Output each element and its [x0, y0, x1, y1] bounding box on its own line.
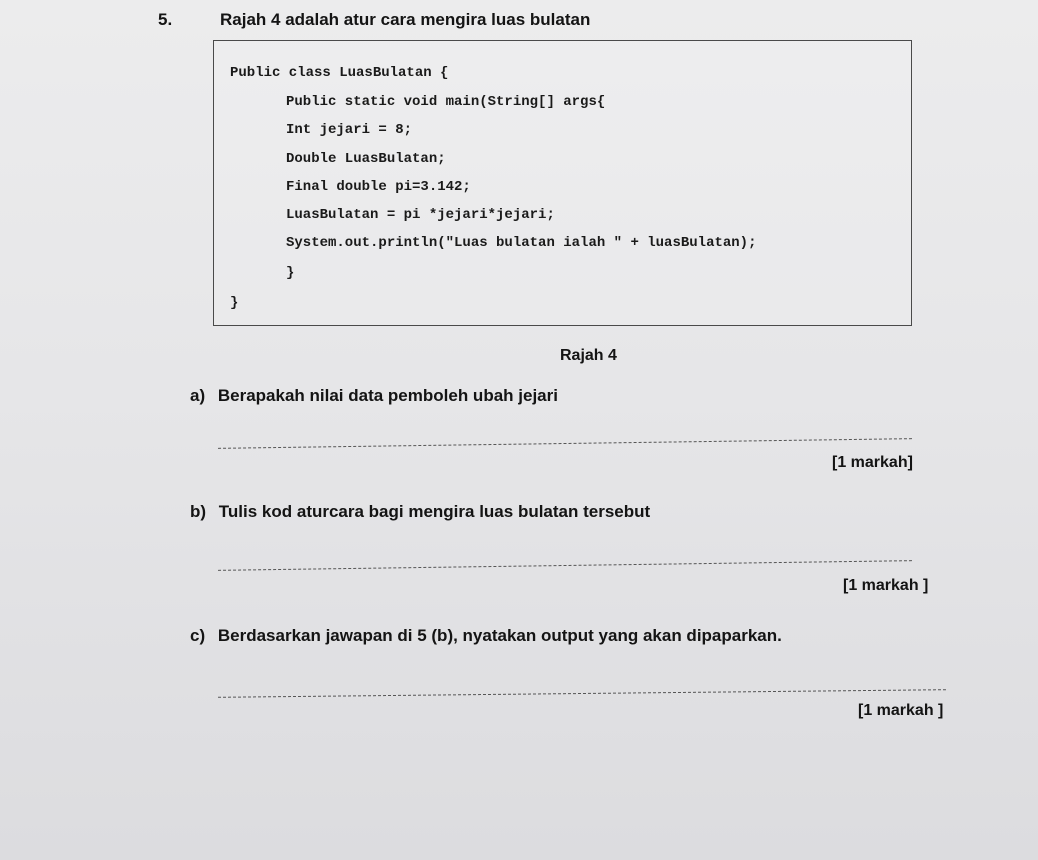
part-c-question — [190, 626, 782, 646]
code-line-9: } — [230, 295, 239, 311]
part-b-answer-line[interactable] — [218, 560, 912, 571]
part-a-label: a) — [190, 386, 206, 405]
part-a-answer-line[interactable] — [218, 438, 912, 449]
code-line-3: Int jejari = 8; — [286, 122, 413, 138]
code-line-2: Public static void main(String[] args{ — [286, 94, 606, 110]
code-listing-box — [213, 40, 912, 326]
code-line-5: Final double pi=3.142; — [286, 179, 471, 195]
part-a-text: Berapakah nilai data pemboleh ubah jejari — [217, 386, 558, 405]
code-line-1: Public class LuasBulatan { — [230, 65, 449, 81]
part-c-answer-line[interactable] — [218, 689, 946, 698]
question-title: Rajah 4 adalah atur cara mengira luas bulatan — [220, 10, 591, 29]
part-c-marks: [1 markah ] — [858, 702, 944, 719]
part-a-question — [190, 386, 558, 406]
part-c-text: Berdasarkan jawapan di 5 (b), nyatakan output yang akan dipaparkan. — [217, 626, 782, 645]
code-line-4: Double LuasBulatan; — [286, 151, 446, 167]
part-b-text: Tulis kod aturcara bagi mengira luas bulatan tersebut — [218, 502, 651, 521]
part-c-label: c) — [190, 626, 206, 645]
code-line-7: System.out.println("Luas bulatan ialah " + luasBulatan); — [286, 235, 757, 251]
part-a-marks: [1 markah] — [832, 454, 913, 471]
code-line-8: } — [286, 265, 295, 281]
part-b-question — [190, 502, 650, 522]
part-b-label: b) — [190, 502, 207, 521]
question-number: 5. — [158, 10, 173, 29]
figure-caption: Rajah 4 — [560, 347, 617, 364]
code-line-6: LuasBulatan = pi *jejari*jejari; — [286, 207, 555, 223]
part-b-marks: [1 markah ] — [843, 577, 929, 594]
